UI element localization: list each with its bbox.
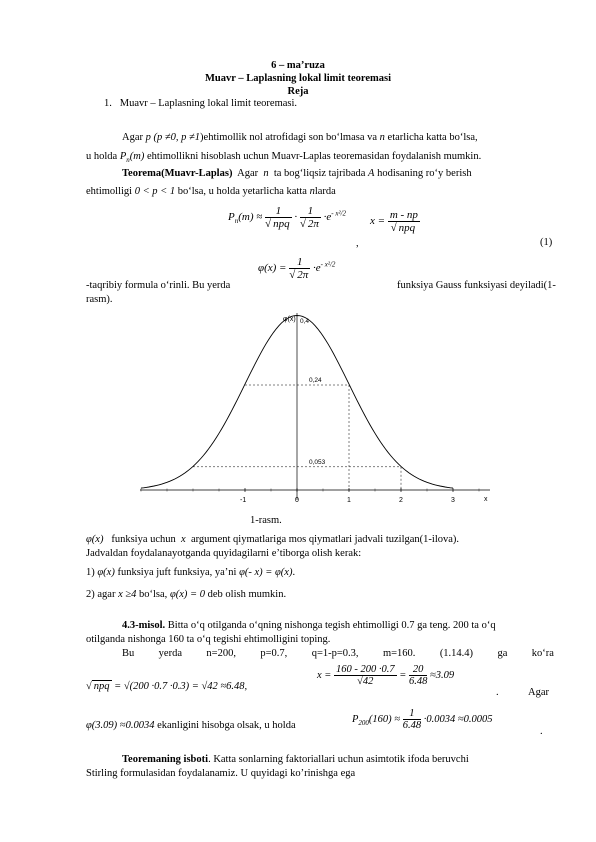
formula-note-a: -taqribiy formula o‘rinli. Bu yerda	[86, 280, 231, 291]
sqrt-npq-calc: √ npq = √(200 ·0.7 ·0.3) = √42 ≈6.48,	[86, 681, 248, 692]
y-label-point: 0,24	[309, 377, 322, 384]
theorem-line-1: Teorema(Muavr-Laplas) Agar n ta bog‘liqsiz tajribada A hodisaning ro‘y berish	[122, 168, 472, 179]
formula-note-b: funksiya Gauss funksiyasi deyiladi(1-	[397, 280, 556, 291]
equation-number: (1)	[540, 237, 553, 248]
theorem-name: Teorema(Muavr-Laplas)	[122, 168, 233, 179]
proof-line-2: Stirling formulasidan foydalanamiz. U quyidagi ko’rinishga ega	[86, 768, 356, 779]
x-tick-label: 0	[295, 497, 299, 504]
example-line-2: otilganda nishonga 160 ta o‘q tegishi ehtimolligini toping.	[86, 634, 331, 645]
example-line-3: Bu yerda n=200, p=0.7, q=1-p=0.3, m=160. (1.14.4) ga ko‘ra	[122, 648, 554, 659]
p-range: 0 < p < 1	[134, 186, 176, 197]
plan-heading: Reja	[287, 86, 309, 97]
notes-item-2: 2) agar x ≥4 bo‘lsa, φ(x) = 0 deb olish mumkin.	[86, 589, 287, 600]
example-label: 4.3-misol.	[122, 620, 166, 631]
plan-item-text: Muavr – Laplasning lokal limit teoremasi.	[119, 98, 298, 109]
example-line-1: 4.3-misol. Bitta o‘q otilganda o‘qning nishonga tegish ehtimolligi 0.7 ga teng. 200 ta o‘q	[122, 620, 496, 631]
x-definition: x = $\frac{m - np}{\text{√ npq}}$	[370, 209, 418, 234]
gauss-function-formula: φ(x) = $\frac{1}{√ 2\pi}$ $\cdot e^{- x^2/2}$	[258, 256, 336, 281]
lecture-number: 6 – ma’ruza	[271, 60, 325, 71]
x-tick-label: 3	[451, 497, 455, 504]
x-tick-label: -1	[240, 497, 247, 504]
notes-line-2: Jadvaldan foydalanayotganda quyidagilarni e’tiborga olish kerak:	[86, 548, 362, 559]
x-tick-label: 2	[399, 497, 403, 504]
y-label-peak: 0,4	[300, 318, 310, 325]
p-condition: p ≠0, p ≠1	[157, 132, 201, 143]
proof-label: Teoremaning isboti	[122, 754, 209, 765]
phi-value-line: φ(3.09) ≈0.0034 ekanligini hisobga olsak, u holda	[86, 720, 296, 731]
probability-result: $P_{200}(160)$ ≈ $\frac{1}{6.48}$ ·0.0034 ≈0.0005	[352, 708, 493, 731]
plan-item	[104, 98, 297, 109]
intro-line-2: u holda $P_n(m)$ ehtimollikni hisoblash uchun Muavr-Laplas teoremasidan foydalanish mumkin.	[86, 151, 482, 165]
gauss-curve-figure	[130, 305, 500, 515]
pn-m-symbol: $P_n(m)$	[119, 151, 145, 165]
formula-note-c: rasm).	[86, 294, 113, 305]
y-label-point: 0,053	[309, 458, 326, 466]
x-value-calc: x = $\frac{160 - 200 \cdot 0.7}{√42}$ = $\frac{20}{6.48}$ ≈3.09	[317, 664, 455, 687]
notes-line-1: φ(x) funksiya uchun x argument qiymatlariga mos qiymatlari jadvali tuzilgan(1-ilova).	[86, 534, 460, 545]
y-axis-label: φ(x)	[283, 316, 296, 323]
page-title: Muavr – Laplasning lokal limit teoremasi	[205, 73, 391, 84]
x-axis-label: x	[484, 496, 488, 503]
x-tick-label: 1	[347, 497, 351, 504]
agar-word: Agar	[528, 687, 549, 698]
notes-item-1: 1) φ(x) funksiya juft funksiya, ya’ni φ(- x) = φ(x).	[86, 567, 296, 578]
intro-line-1: Agar p (p ≠0, p ≠1)ehtimollik nol atrofidagi son bo‘lmasa va n etarlicha katta bo‘lsa,	[122, 132, 478, 143]
figure-caption: 1-rasm.	[250, 515, 282, 526]
plan-item-number: 1.	[104, 98, 112, 109]
theorem-line-2: ehtimolligi 0 < p < 1 bo‘lsa, u holda yetarlicha katta nlarda	[86, 186, 336, 197]
local-laplace-formula: $P_n(m)$ ≈ $\frac{1}{\text{√ npq}}$ · $\frac{1}{√ 2\pi}$ $\cdot e^{- x^2/2}$	[228, 205, 347, 230]
proof-line-1: Teoremaning isboti. Katta sonlarning faktoriallari uchun asimtotik ifoda beruvchi	[122, 754, 469, 765]
